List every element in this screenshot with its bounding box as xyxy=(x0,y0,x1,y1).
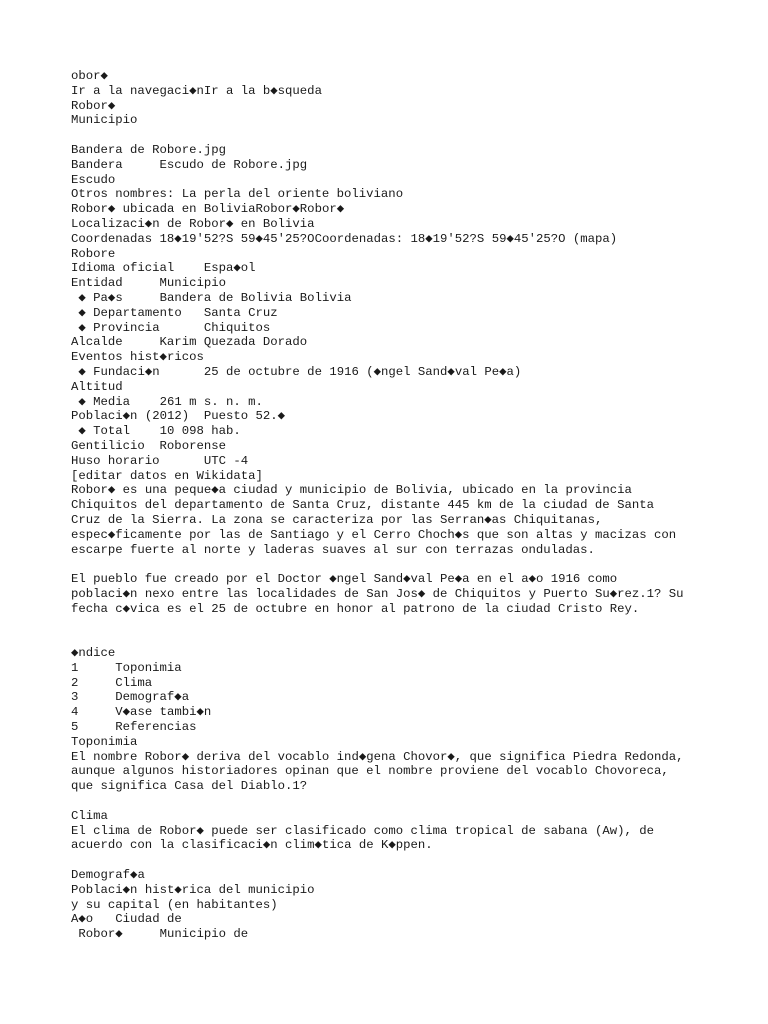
text-line: Chiquitos del departamento de Santa Cruz, distante 445 km de la ciudad de Santa xyxy=(71,498,654,513)
text-line: Huso horario UTC -4 xyxy=(71,453,249,468)
text-line: Robor◆ Municipio de xyxy=(71,927,249,942)
text-line: Coordenadas 18◆19'52?S 59◆45'25?OCoordenadas: 18◆19'52?S 59◆45'25?O (mapa) xyxy=(71,231,618,246)
text-line: Toponimia xyxy=(71,734,138,749)
text-line xyxy=(71,128,761,143)
text-line: Robor◆ es una peque◆a ciudad y municipio de Bolivia, ubicado en la provincia xyxy=(71,483,632,498)
text-line: Altitud xyxy=(71,379,123,394)
text-line xyxy=(71,853,761,868)
text-line: 2 Clima xyxy=(71,675,153,690)
text-line: Ir a la navegaci◆nIr a la b◆squeda xyxy=(71,83,322,98)
text-line: Eventos hist◆ricos xyxy=(71,350,204,365)
text-line: El clima de Robor◆ puede ser clasificado como clima tropical de sabana (Aw), de xyxy=(71,823,654,838)
text-line: Poblaci◆n hist◆rica del municipio xyxy=(71,882,315,897)
text-line: fecha c◆vica es el 25 de octubre en honor al patrono de la ciudad Cristo Rey. xyxy=(71,601,640,616)
text-line: ◆ndice xyxy=(71,646,116,661)
text-line: Escudo xyxy=(71,172,116,187)
text-line: El nombre Robor◆ deriva del vocablo ind◆gena Chovor◆, que significa Piedra Redonda, xyxy=(71,749,684,764)
document-text xyxy=(71,69,761,942)
text-line: Gentilicio Roborense xyxy=(71,438,226,453)
text-line: Cruz de la Sierra. La zona se caracteriza por las Serran◆as Chiquitanas, xyxy=(71,512,603,527)
text-line: A◆o Ciudad de xyxy=(71,912,182,927)
text-line: ◆ Total 10 098 hab. xyxy=(71,424,241,439)
text-line: espec◆ficamente por las de Santiago y el Cerro Choch◆s que son altas y macizas con xyxy=(71,527,677,542)
text-line: 1 Toponimia xyxy=(71,660,182,675)
text-line: ◆ Provincia Chiquitos xyxy=(71,320,271,335)
text-line: Entidad Municipio xyxy=(71,276,226,291)
text-line: 4 V◆ase tambi◆n xyxy=(71,705,212,720)
text-line: Bandera Escudo de Robore.jpg xyxy=(71,157,308,172)
text-line: ◆ Departamento Santa Cruz xyxy=(71,305,278,320)
text-line: Robor◆ xyxy=(71,98,116,113)
text-line: y su capital (en habitantes) xyxy=(71,897,278,912)
text-line: que significa Casa del Diablo.1? xyxy=(71,779,308,794)
text-line: Clima xyxy=(71,808,108,823)
text-line: aunque algunos historiadores opinan que el nombre proviene del vocablo Chovoreca, xyxy=(71,764,669,779)
text-line: ◆ Fundaci◆n 25 de octubre de 1916 (◆ngel Sand◆val Pe◆a) xyxy=(71,364,522,379)
text-line: Robor◆ ubicada en BoliviaRobor◆Robor◆ xyxy=(71,202,345,217)
text-line: Localizaci◆n de Robor◆ en Bolivia xyxy=(71,216,315,231)
text-line: El pueblo fue creado por el Doctor ◆ngel Sand◆val Pe◆a en el a◆o 1916 como xyxy=(71,572,618,587)
text-line: [editar datos en Wikidata] xyxy=(71,468,263,483)
text-line: escarpe fuerte al norte y laderas suaves al sur con terrazas onduladas. xyxy=(71,542,595,557)
text-line: poblaci◆n nexo entre las localidades de San Jos◆ de Chiquitos y Puerto Su◆rez.1? Su xyxy=(71,586,684,601)
text-line: obor◆ xyxy=(71,69,108,83)
text-line: Idioma oficial Espa◆ol xyxy=(71,261,256,276)
text-line: Poblaci◆n (2012) Puesto 52.◆ xyxy=(71,409,286,424)
text-line: Robore xyxy=(71,246,116,261)
text-line: Municipio xyxy=(71,113,138,128)
text-line: ◆ Pa◆s Bandera de Bolivia Bolivia xyxy=(71,290,352,305)
text-line: Otros nombres: La perla del oriente boliviano xyxy=(71,187,404,202)
text-line: Bandera de Robore.jpg xyxy=(71,142,226,157)
text-line xyxy=(71,616,761,631)
text-line xyxy=(71,557,761,572)
text-line: 3 Demograf◆a xyxy=(71,690,190,705)
text-line: 5 Referencias xyxy=(71,720,197,735)
text-line: acuerdo con la clasificaci◆n clim◆tica de K◆ppen. xyxy=(71,838,433,853)
text-line xyxy=(71,631,761,646)
text-line xyxy=(71,794,761,809)
text-line: Alcalde Karim Quezada Dorado xyxy=(71,335,308,350)
text-line: Demograf◆a xyxy=(71,868,145,883)
text-line: ◆ Media 261 m s. n. m. xyxy=(71,394,263,409)
